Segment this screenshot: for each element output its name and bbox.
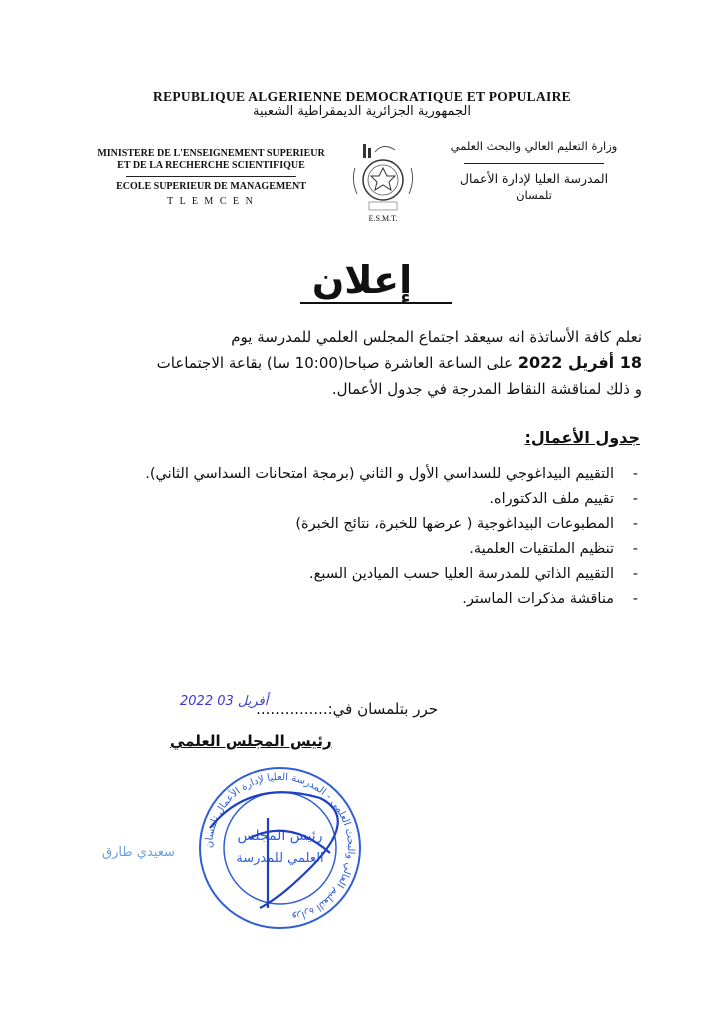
agenda-item: - التقييم الذاتي للمدرسة العليا حسب الميادين السبع.	[80, 562, 640, 587]
announcement-title: إعلان	[311, 258, 413, 302]
ministry-block-fr	[96, 148, 326, 208]
title-underline	[300, 302, 452, 304]
agenda-list	[80, 462, 640, 612]
stamp-center-2: العلمي للمدرسة	[236, 851, 324, 866]
school-name-fr: ECOLE SUPERIEUR DE MANAGEMENT	[116, 181, 306, 192]
school-logo	[335, 138, 431, 228]
agenda-item: - مناقشة مذكرات الماستر.	[80, 587, 640, 612]
official-stamp	[190, 758, 370, 938]
ministry-ar: وزارة التعليم العالي والبحث العلمي	[450, 139, 618, 153]
agenda-item: - التقييم البيداغوجي للسداسي الأول و الثاني (برمجة امتحانات السداسي الثاني).	[80, 462, 640, 487]
city-fr: T L E M C E N	[167, 196, 255, 207]
ministry-line-2: ET DE LA RECHERCHE SCIENTIFIQUE	[117, 160, 305, 171]
meeting-time-place: على الساعة العاشرة صباحا(10:00 سا) بقاعة الاجتماعات	[156, 354, 518, 372]
divider	[126, 176, 296, 177]
logo-caption: E.S.M.T.	[368, 214, 398, 223]
stamp-seal-icon	[190, 758, 370, 938]
svg-text:وزارة التعليم العالي والبحث ال	[204, 772, 356, 923]
agenda-title: جدول الأعمال:	[524, 428, 640, 447]
body-line-3: و ذلك لمناقشة النقاط المدرجة في جدول الأعمال.	[331, 380, 642, 398]
stamp-ring-text: وزارة التعليم العالي والبحث العلمي - المدرسة العليا لإدارة الأعمال تلمسان	[203, 771, 357, 923]
written-at: حرر بتلمسان في:...............	[256, 700, 438, 718]
agenda-item: - تنظيم الملتقيات العلمية.	[80, 537, 640, 562]
divider	[464, 163, 604, 164]
ministry-block-ar	[424, 138, 644, 204]
ministry-line-1: MINISTERE DE L'ENSEIGNEMENT SUPERIEUR	[97, 148, 325, 159]
stamp-center-1: رئيس المجلس	[237, 828, 323, 844]
agenda-item: - المطبوعات البيداغوجية ( عرضها للخبرة، نتائج الخبرة)	[80, 512, 640, 537]
republic-title-fr: REPUBLIQUE ALGERIENNE DEMOCRATIQUE ET POPULAIRE	[153, 89, 571, 104]
city-ar: تلمسان	[516, 188, 552, 202]
meeting-date: 18 أفريل 2022	[517, 353, 642, 372]
republic-title-ar: الجمهورية الجزائرية الديمقراطية الشعبية	[253, 104, 471, 119]
handwritten-date: 2022 أفريل 03	[180, 694, 269, 709]
agenda-item: - تقييم ملف الدكتوراه.	[80, 487, 640, 512]
school-name-ar: المدرسة العليا لإدارة الأعمال	[459, 171, 609, 186]
body-line-2	[82, 350, 642, 376]
announcement-body	[82, 324, 642, 402]
president-title: رئيس المجلس العلمي	[170, 732, 332, 750]
signature-name: سعيدي طارق	[102, 845, 175, 860]
body-line-1: نعلم كافة الأساتذة انه سيعقد اجتماع المجلس العلمي للمدرسة يوم	[231, 328, 642, 346]
